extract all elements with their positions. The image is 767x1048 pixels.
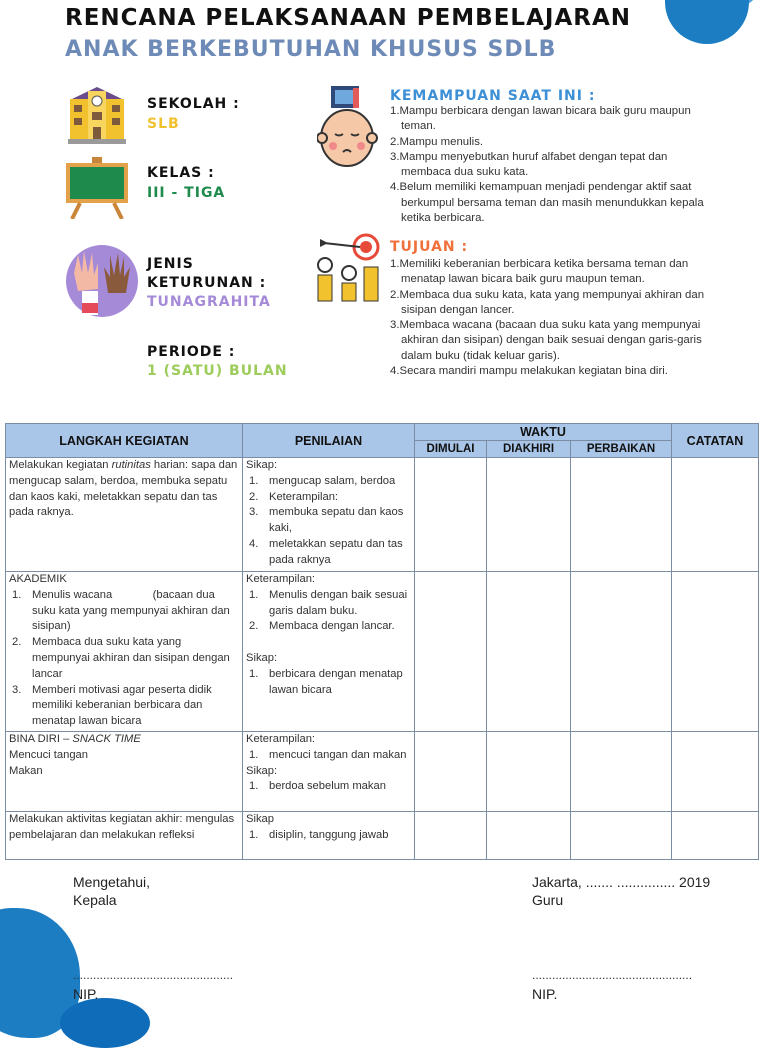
header-penilaian: PENILAIAN [243, 424, 415, 458]
penilaian-cell: Sikap 1. disiplin, tanggung jawab [243, 812, 415, 860]
list-item: 3.Membaca wacana (bacaan dua suku kata yang mempunyai akhiran dan sisipan) dengan baik sesuai dengan garis-garis dalam buku (tidak keluar garis). [390, 319, 702, 362]
header-langkah: LANGKAH KEGIATAN [6, 424, 243, 458]
sekolah-label: SEKOLAH : [147, 96, 240, 112]
decor-blob [60, 998, 150, 1048]
list-item: 4.Secara mandiri mampu melakukan kegiatan bina diri. [390, 365, 668, 378]
periode-label: PERIODE : [147, 344, 236, 360]
header-dimulai: DIMULAI [415, 441, 487, 458]
page-title: RENCANA PELAKSANAAN PEMBELAJARAN [65, 5, 631, 31]
langkah-cell: Melakukan aktivitas kegiatan akhir: mengulas pembelajaran dan melakukan refleksi [6, 812, 243, 860]
kemampuan-heading: KEMAMPUAN SAAT INI : [390, 88, 596, 104]
penilaian-cell: Sikap: 1. mengucap salam, berdoa 2. Keterampilan: 3. membuka sepatu dan kaos kaki, 4. meletakkan sepatu dan tas pada raknya [243, 458, 415, 572]
sekolah-value: SLB [147, 116, 180, 132]
list-item: 1.Mampu berbicara dengan lawan bicara baik guru maupun teman. [390, 105, 691, 133]
hands-icon [64, 243, 140, 319]
school-building-icon [66, 85, 128, 145]
kelas-label: KELAS : [147, 165, 215, 181]
list-item: 1.Memiliki keberanian berbicara ketika bersama teman dan menatap lawan bicara baik guru maupun teman. [390, 258, 689, 286]
signature-left-role: Kepala [73, 892, 117, 908]
table-row [6, 458, 759, 572]
penilaian-cell: Keterampilan: 1. Menulis dengan baik sesuai garis dalam buku. 2. Membaca dengan lancar. Sikap: 1. berbicara dengan menatap lawan bicara [243, 572, 415, 732]
nip-label: NIP. [73, 986, 99, 1002]
header-diakhiri: DIAKHIRI [487, 441, 571, 458]
jenis-value: TUNAGRAHITA [147, 294, 271, 310]
list-item: 4.Belum memiliki kemampuan menjadi pendengar aktif saat berkumpul bersama teman dan masih menundukkan kepala ketika berbicara. [390, 181, 704, 225]
kelas-value: III - TIGA [147, 185, 226, 201]
periode-value: 1 (SATU) BULAN [147, 363, 288, 379]
activity-table [5, 423, 759, 860]
signature-line: ................................................ [73, 968, 234, 982]
table-row [6, 812, 759, 860]
jenis-label: JENIS [147, 256, 194, 272]
table-row [6, 732, 759, 812]
header-waktu: WAKTU [415, 424, 672, 441]
tujuan-list [390, 257, 712, 379]
kemampuan-list [390, 104, 720, 226]
signature-left-label: Mengetahui, [73, 874, 151, 890]
nip-label: NIP. [532, 986, 558, 1002]
thinking-head-icon [317, 84, 381, 168]
tujuan-heading: TUJUAN : [390, 239, 469, 255]
langkah-cell: BINA DIRI – SNACK TIME Mencuci tangan Makan [6, 732, 243, 812]
langkah-cell: AKADEMIK 1. Menulis wacana (bacaan dua suku kata yang mempunyai akhiran dan sisipan) 2. Membaca dua suku kata yang mempunyai akhiran dan sisipan dengan lancar 3. Memberi motivasi agar peserta didik memiliki keberanian berbicara dan menatap lawan bicara [6, 572, 243, 732]
header-catatan: CATATAN [672, 424, 759, 458]
target-goal-icon [316, 233, 382, 303]
page-subtitle: ANAK BERKEBUTUHAN KHUSUS SDLB [65, 37, 557, 62]
signature-line: ................................................ [532, 968, 693, 982]
list-item: 2.Mampu menulis. [390, 135, 484, 148]
signature-right-role: Guru [532, 892, 564, 908]
header-perbaikan: PERBAIKAN [571, 441, 672, 458]
penilaian-cell: Keterampilan: 1. mencuci tangan dan makan Sikap: 1. berdoa sebelum makan [243, 732, 415, 812]
decor-blob [665, 0, 749, 44]
table-row [6, 572, 759, 732]
keturunan-label: KETURUNAN : [147, 275, 267, 291]
blackboard-icon [64, 157, 130, 219]
langkah-cell: Melakukan kegiatan rutinitas harian: sapa dan mengucap salam, berdoa, membuka sepatu dan kaos kaki, meletakkan sepatu dan tas pada raknya. [6, 458, 243, 572]
list-item: 3.Mampu menyebutkan huruf alfabet dengan tepat dan membaca dua suku kata. [390, 150, 668, 179]
signature-date: Jakarta, ....... ............... 2019 [532, 874, 711, 890]
list-item: 2.Membaca dua suku kata, kata yang mempunyai akhiran dan sisipan dengan lancer. [390, 288, 705, 316]
